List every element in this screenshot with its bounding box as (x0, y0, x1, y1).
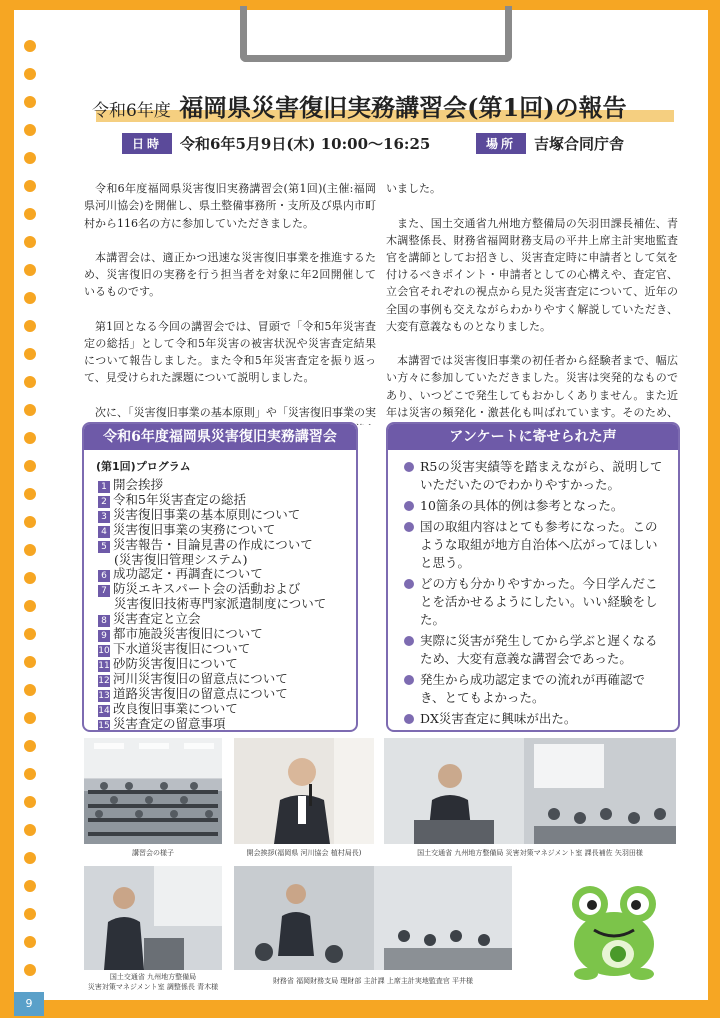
page-title (92, 88, 678, 124)
program-number-badge: 11 (98, 660, 110, 671)
program-item (98, 478, 356, 493)
bullet-icon (404, 579, 414, 589)
binder-ring (24, 376, 36, 388)
survey-box (386, 422, 680, 732)
program-number-badge: 7 (98, 585, 110, 597)
body-paragraph: いました。 (386, 182, 441, 196)
binder-ring (24, 264, 36, 276)
body-paragraph: 第1回となる今回の講習会では、冒頭で「令和5年災害査定の総括」として令和5年災害の被害状況や災害査定結果について報告しました。また令和5年災害査定を振り返って、見受けられた課題について説明しました。 (84, 319, 376, 385)
page-sheet (14, 10, 708, 1000)
survey-item (404, 671, 664, 707)
binder-ring (24, 908, 36, 920)
program-item (98, 567, 356, 582)
program-item-text: 都市施設災害復旧について (113, 625, 263, 641)
clipboard-clip (240, 6, 512, 62)
program-number-badge: 3 (98, 511, 110, 523)
program-number-badge: 2 (98, 496, 110, 508)
binder-ring (24, 600, 36, 612)
program-item (98, 717, 356, 732)
presenter-illustration (84, 866, 222, 970)
photo-caption: 国土交通省 九州地方整備局 災害対策マネジメント室 課長補佐 矢羽田様 (417, 849, 643, 857)
binder-ring (24, 320, 36, 332)
event-date (122, 132, 430, 154)
body-right-column (386, 163, 678, 425)
photo-seminar-room (84, 738, 222, 844)
photo-caption: 開会挨拶(福岡県 河川協会 植村局長) (246, 849, 362, 857)
program-number-badge: 5 (98, 541, 110, 553)
date-value: 令和6年5月9日(木) 10:00〜16:25 (180, 134, 431, 153)
program-item-text: 災害復旧事業の基本原則について (113, 507, 301, 522)
program-item-text: 災害査定の留意事項 (113, 715, 226, 731)
bullet-icon (404, 675, 414, 685)
binder-ring (24, 740, 36, 752)
program-number-badge: 8 (98, 615, 110, 627)
date-tag: 日時 (122, 133, 172, 154)
program-item (98, 627, 356, 642)
program-list (98, 478, 356, 732)
seminar-room-illustration (84, 738, 222, 844)
frog-mascot-icon (560, 878, 668, 982)
program-item (98, 523, 356, 538)
binder-ring (24, 460, 36, 472)
survey-item-text: R5の災害実績等を踏まえながら、説明していただいたのでわかりやすかった。 (420, 459, 663, 492)
photo-opening-speech (234, 738, 374, 844)
binder-ring (24, 124, 36, 136)
program-number-badge: 13 (98, 690, 110, 701)
photo-caption: 財務省 福岡財務支局 理財部 主計課 上席主計実地監査官 平井様 (272, 977, 474, 985)
speaker-illustration (234, 738, 374, 844)
binder-ring (24, 572, 36, 584)
program-number-badge: 9 (98, 630, 110, 642)
survey-item-text: 実際に災害が発生してから学ぶと遅くなるため、大変有意義な講習会であった。 (420, 633, 658, 666)
program-item-text: 成功認定・再調査について (113, 566, 263, 582)
program-item (98, 582, 356, 597)
survey-item (404, 518, 664, 572)
binder-ring (24, 236, 36, 248)
binder-ring (24, 712, 36, 724)
bullet-icon (404, 501, 414, 511)
binder-ring (24, 96, 36, 108)
program-item-text: 改良復旧事業について (113, 700, 238, 716)
survey-item-text: どの方も分かりやすかった。今日学んだことを活かせるようにしたい。いい経験をした。 (420, 576, 658, 627)
binder-ring (24, 656, 36, 668)
program-item (98, 657, 356, 672)
binder-ring (24, 824, 36, 836)
photo-caption: 国土交通省 九州地方整備局 災害対策マネジメント室 調整係長 青木様 (87, 973, 219, 991)
program-item-text: 開会挨拶 (113, 477, 164, 492)
place-tag: 場所 (476, 133, 526, 154)
survey-item-text: 国の取組内容はとても参考になった。このような取組が地方自治体へ広がってほしいと思う。 (420, 519, 658, 570)
survey-item-text: 10箇条の具体的例は参考となった。 (420, 498, 624, 513)
body-paragraph: 本講習会は、適正かつ迅速な災害復旧事業を推進するため、災害復旧の実務を行う担当者を対象に年2回開催しているものです。 (84, 251, 376, 299)
program-item-text: 道路災害復旧の留意点について (113, 685, 288, 701)
program-item-text: 河川災害復旧の留意点について (113, 670, 288, 686)
photo-aoki (84, 866, 222, 970)
program-number-badge: 15 (98, 720, 110, 731)
page-number: 9 (14, 992, 44, 1016)
program-item (98, 687, 356, 702)
body-left-column (84, 163, 376, 425)
binder-ring (24, 964, 36, 976)
binder-ring (24, 936, 36, 948)
program-item-text: 下水道災害復旧について (113, 640, 251, 656)
binder-ring (24, 852, 36, 864)
survey-item-text: 発生から成功認定までの流れが再確認でき、とてもよかった。 (420, 672, 646, 705)
program-item-text: 防災エキスパート会の活動および (113, 581, 301, 597)
body-paragraph: 次に、「災害復旧事業の基本原則」や「災害復旧事業の実 (95, 405, 376, 419)
bullet-icon (404, 714, 414, 724)
binder-ring (24, 40, 36, 52)
lecture-illustration (384, 738, 676, 844)
photo-lecture (384, 738, 676, 844)
program-number-badge: 4 (98, 526, 110, 538)
place-value: 吉塚合同庁舎 (534, 134, 625, 153)
program-item-text: 災害報告・目論見書の作成について (113, 537, 313, 552)
program-item (98, 612, 356, 627)
binder-ring (24, 432, 36, 444)
program-number-badge: 1 (98, 481, 110, 493)
binder-ring (24, 292, 36, 304)
binder-ring (24, 880, 36, 892)
program-item-subtext: (災害復旧管理システム) (114, 552, 248, 567)
binder-ring (24, 68, 36, 80)
title-main: 福岡県災害復旧実務講習会(第1回)の報告 (179, 93, 627, 122)
program-item (98, 672, 356, 687)
program-item-text: 砂防災害復旧について (113, 655, 238, 671)
survey-list (404, 458, 664, 728)
program-item (98, 493, 356, 508)
program-item (98, 538, 356, 553)
program-item-text: 災害査定と立会 (113, 610, 201, 626)
survey-item (404, 632, 664, 668)
body-paragraph: 本講習では災害復旧事業の初任者から経験者まで、幅広い方々に参加していただきました。災害は突発的なものであり、いつどこで発生してもおかしくありません。また近年は災害の頻発化・激甚化も叫ばれています。そのため、 (386, 354, 678, 419)
survey-item (404, 497, 664, 515)
body-paragraph: また、国土交通省九州地方整備局の矢羽田課長補佐、青木調整係長、財務省福岡財務支局の平井上席主計実地監査官を講師としてお招きし、災害査定時に申請者として気を付けるべきポイント・申請者としての心構えや、査定官、立会官それぞれの視点から見た災害査定について、近年の全国の事例も交えながらわかりやすく解説していただき、大変有意義なものとなりました。 (386, 216, 678, 333)
binder-ring (24, 768, 36, 780)
bullet-icon (404, 462, 414, 472)
program-item-text: 令和5年災害査定の総括 (113, 492, 246, 507)
event-place (476, 132, 624, 154)
program-number-badge: 10 (98, 645, 110, 656)
program-header: 令和6年度福岡県災害復旧実務講習会 (84, 424, 356, 450)
binder-ring (24, 208, 36, 220)
photo-hirai (234, 866, 512, 970)
binder-ring (24, 488, 36, 500)
survey-item (404, 710, 664, 728)
survey-item (404, 458, 664, 494)
program-number-badge: 12 (98, 675, 110, 686)
bullet-icon (404, 636, 414, 646)
binder-ring (24, 152, 36, 164)
binder-ring (24, 796, 36, 808)
program-item (98, 508, 356, 523)
program-item-subtext: 災害復旧技術専門家派遣制度について (114, 596, 327, 612)
hirai-lecture-illustration (234, 866, 512, 970)
binder-ring (24, 180, 36, 192)
program-subtitle: (第1回)プログラム (96, 460, 191, 473)
binder-ring (24, 516, 36, 528)
title-prefix: 令和6年度 (92, 101, 171, 121)
body-paragraph: 令和6年度福岡県災害復旧実務講習会(第1回)(主催:福岡県河川協会)を開催し、県土整備事務所・支所及び県内市町村から116名の方に参加していただきました。 (84, 182, 376, 230)
survey-header: アンケートに寄せられた声 (388, 424, 678, 450)
survey-item (404, 575, 664, 629)
program-number-badge: 14 (98, 705, 110, 716)
survey-item-text: DX災害査定に興味が出た。 (420, 711, 577, 726)
binder-ring (24, 544, 36, 556)
bullet-icon (404, 522, 414, 532)
program-item (98, 642, 356, 657)
program-item (98, 702, 356, 717)
binder-ring (24, 684, 36, 696)
program-item-text: 災害復旧事業の実務について (113, 522, 276, 537)
program-box (82, 422, 358, 732)
binder-ring (24, 628, 36, 640)
program-number-badge: 6 (98, 570, 110, 582)
binder-ring (24, 404, 36, 416)
photo-caption: 講習会の様子 (132, 849, 174, 857)
binder-ring (24, 348, 36, 360)
